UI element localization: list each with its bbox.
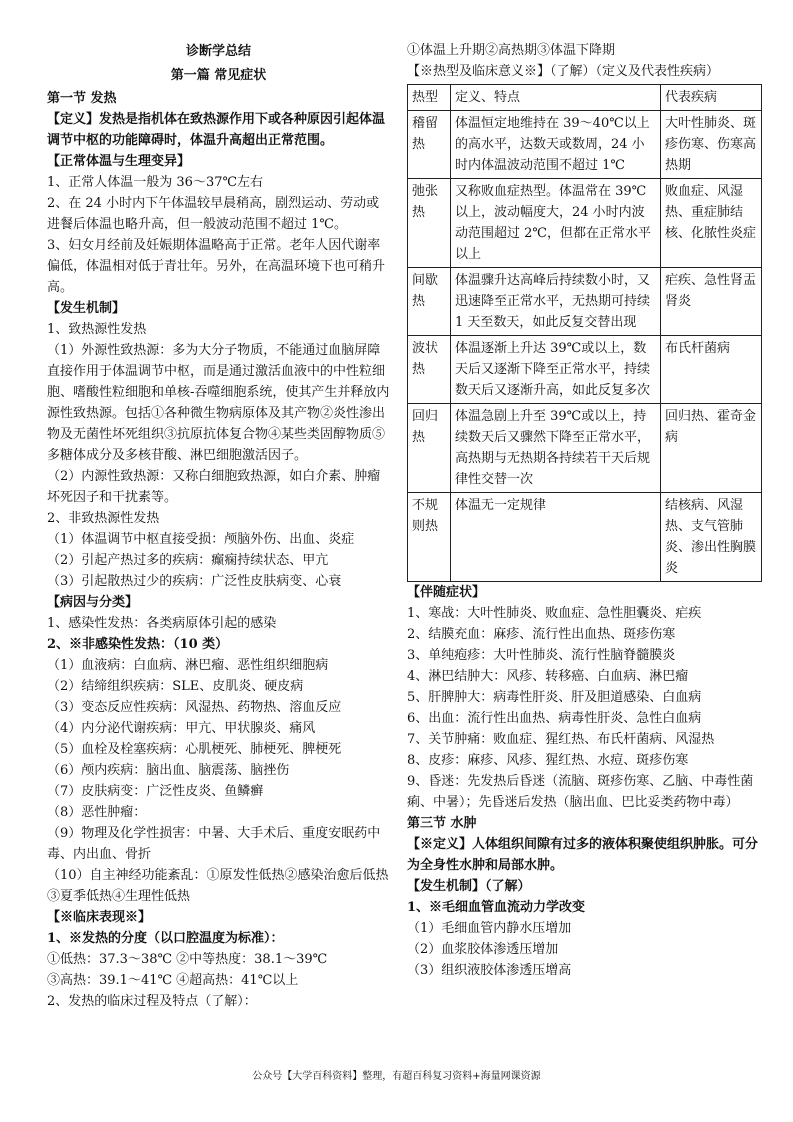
page-title: 诊断学总结 — [185, 44, 251, 59]
text-line: （8）恶性肿瘤： — [47, 805, 147, 820]
text-line: （5）血栓及栓塞疾病：心肌梗死、肺梗死、脾梗死 — [47, 742, 342, 757]
text-line: ①体温上升期②高热期③体温下降期 — [407, 43, 616, 58]
text-line: 2、非致热源性发热 — [47, 511, 160, 526]
table-cell: 不规则热 — [408, 493, 451, 582]
table-header-cell: 代表疾病 — [661, 85, 762, 111]
right-column — [407, 40, 762, 981]
text-line: 【发生机制】 — [47, 301, 126, 316]
text-line: （1）血液病：白血病、淋巴瘤、恶性组织细胞病 — [47, 658, 329, 673]
table-cell: 疟疾、急性肾盂肾炎 — [661, 268, 762, 336]
table-cell: 体温无一定规律 — [451, 493, 661, 582]
text-line: 【定义】发热是指机体在致热源作用下或各种原因引起体温调节中枢的功能障碍时，体温升高超出正常范围。 — [47, 112, 386, 148]
footer-note: 公众号【大学百科资料】整理，有超百科复习资料+海量网课资源 — [252, 1071, 541, 1082]
text-line: 第一节 发热 — [47, 91, 117, 106]
table-cell: 体温恒定地维持在 39～40℃以上的高水平，达数天或数周，24 小时内体温波动范围不超过 1℃ — [451, 111, 661, 179]
table-cell: 体温骤升达高峰后持续数小时，又迅速降至正常水平，无热期可持续 1 天至数天，如此反复交替出现 — [451, 268, 661, 336]
table-cell: 稽留热 — [408, 111, 451, 179]
text-line: （7）皮肤病变：广泛性皮炎、鱼鳞癣 — [47, 784, 264, 799]
left-body — [47, 88, 390, 1012]
text-line: （9）物理及化学性损害：中暑、大手术后、重度安眠药中毒、内出血、骨折 — [47, 826, 381, 862]
text-line: （4）内分泌代谢疾病：甲亢、甲状腺炎、痛风 — [47, 721, 316, 736]
table-cell: 体温逐渐上升达 39℃或以上，数天后又逐渐下降至正常水平，持续数天后又逐渐升高，如此反复多次 — [451, 336, 661, 404]
text-line: 【※定义】人体组织间隙有过多的液体积聚使组织肿胀。可分为全身性水肿和局部水肿。 — [407, 837, 759, 873]
text-line: 【※热型及临床意义※】（了解）（定义及代表性疾病） — [407, 64, 720, 79]
text-line: 【病因与分类】 — [47, 595, 139, 610]
table-cell: 回归热、霍奇金病 — [661, 404, 762, 493]
table-cell: 结核病、风湿热、支气管肺炎、渗出性胸膜炎 — [661, 493, 762, 582]
text-line: （2）结缔组织疾病：SLE、皮肌炎、硬皮病 — [47, 679, 304, 694]
part-title: 第一篇 常见症状 — [170, 68, 267, 83]
text-line: 2、在 24 小时内下午体温较早晨稍高，剧烈运动、劳动或进餐后体温也略升高，但一般波动范围不超过 1℃。 — [47, 196, 380, 232]
table-row — [408, 336, 762, 404]
text-line: 5、肝脾肿大：病毒性肝炎、肝及胆道感染、白血病 — [407, 690, 702, 705]
text-line: 6、出血：流行性出血热、病毒性肝炎、急性白血病 — [407, 711, 702, 726]
text-line: 3、妇女月经前及妊娠期体温略高于正常。老年人因代谢率偏低，体温相对低于青壮年。另外，在高温环境下也可稍升高。 — [47, 238, 386, 295]
text-line: （2）血浆胶体渗透压增加 — [407, 942, 559, 957]
table-cell: 大叶性肺炎、斑疹伤寒、伤寒高热期 — [661, 111, 762, 179]
table-cell: 布氏杆菌病 — [661, 336, 762, 404]
fever-type-table — [407, 84, 762, 582]
text-line: （6）颅内疾病：脑出血、脑震荡、脑挫伤 — [47, 763, 290, 778]
text-line: （2）引起产热过多的疾病：癫痫持续状态、甲亢 — [47, 553, 329, 568]
text-line: （1）外源性致热源：多为大分子物质，不能通过血脑屏障直接作用于体温调节中枢，而是通过激活血液中的中性粒细胞、嗜酸性粒细胞和单核-吞噬细胞系统，使其产生并释放内源性致热源。包括①各种微生物病原体及其产物②炎性渗出物及无菌性坏死组织③抗原抗体复合物④某些类固醇物质⑤多糖体成分及多核苷酸、淋巴细胞激活因子。 — [47, 343, 390, 463]
text-line: 8、皮疹：麻疹、风疹、猩红热、水痘、斑疹伤寒 — [407, 753, 689, 768]
text-line: 4、淋巴结肿大：风疹、转移癌、白血病、淋巴瘤 — [407, 669, 689, 684]
table-cell: 间歇热 — [408, 268, 451, 336]
text-line: （3）变态反应性疾病：风湿热、药物热、溶血反应 — [47, 700, 342, 715]
text-line: 9、昏迷：先发热后昏迷（流脑、斑疹伤寒、乙脑、中毒性菌痢、中暑）；先昏迷后发热（脑出血、巴比妥类药物中毒） — [407, 774, 754, 810]
text-line: 【发生机制】（了解） — [407, 879, 531, 894]
text-line: 1、寒战：大叶性肺炎、败血症、急性胆囊炎、疟疾 — [407, 606, 702, 621]
right-bottom — [407, 582, 762, 981]
text-line: 【※临床表现※】 — [47, 910, 152, 925]
text-line: 2、※非感染性发热：（10 类） — [47, 637, 229, 652]
text-line: 1、正常人体温一般为 36～37℃左右 — [47, 175, 264, 190]
text-line: 7、关节肿痛：败血症、猩红热、布氏杆菌病、风湿热 — [407, 732, 715, 747]
text-line: 1、致热源性发热 — [47, 322, 147, 337]
table-row — [408, 404, 762, 493]
left-column — [47, 40, 390, 1012]
text-line: 2、结膜充血：麻疹、流行性出血热、斑疹伤寒 — [407, 627, 676, 642]
text-line: 1、※毛细血管血流动力学改变 — [407, 900, 586, 915]
table-cell: 波状热 — [408, 336, 451, 404]
text-line: 1、感染性发热：各类病原体引起的感染 — [47, 616, 277, 631]
text-line: 2、发热的临床过程及特点（了解）： — [47, 994, 257, 1009]
text-line: 【伴随症状】 — [407, 585, 486, 600]
text-line: （1）体温调节中枢直接受损：颅脑外伤、出血、炎症 — [47, 532, 355, 547]
text-line: （1）毛细血管内静水压增加 — [407, 921, 572, 936]
table-cell: 回归热 — [408, 404, 451, 493]
table-cell: 弛张热 — [408, 179, 451, 268]
table-cell: 败血症、风湿热、重症肺结核、化脓性炎症 — [661, 179, 762, 268]
text-line: 3、单纯疱疹：大叶性肺炎、流行性脑脊髓膜炎 — [407, 648, 676, 663]
table-header-row — [408, 85, 762, 111]
table-row — [408, 493, 762, 582]
text-line: （2）内源性致热源：又称白细胞致热源，如白介素、肿瘤坏死因子和干扰素等。 — [47, 469, 381, 505]
text-line: 第三节 水肿 — [407, 816, 477, 831]
text-line: 1、※发热的分度（以口腔温度为标准）： — [47, 931, 284, 946]
right-top — [407, 40, 762, 82]
table-header-cell: 热型 — [408, 85, 451, 111]
table-header-cell: 定义、特点 — [451, 85, 661, 111]
text-line: ①低热：37.3～38℃ ②中等热度：38.1～39℃ — [47, 952, 328, 967]
text-line: ③高热：39.1～41℃ ④超高热：41℃以上 — [47, 973, 299, 988]
table-row — [408, 111, 762, 179]
table-row — [408, 268, 762, 336]
table-cell: 体温急剧上升至 39℃或以上，持续数天后又骤然下降至正常水平，高热期与无热期各持续若干天后规律性交替一次 — [451, 404, 661, 493]
table-cell: 又称败血症热型。体温常在 39℃以上，波动幅度大，24 小时内波动范围超过 2℃，但都在正常水平以上 — [451, 179, 661, 268]
text-line: 【正常体温与生理变异】 — [47, 154, 191, 169]
table-row — [408, 179, 762, 268]
text-line: （3）组织液胶体渗透压增高 — [407, 963, 572, 978]
text-line: （3）引起散热过少的疾病：广泛性皮肤病变、心衰 — [47, 574, 342, 589]
text-line: （10）自主神经功能紊乱：①原发性低热②感染治愈后低热③夏季低热④生理性低热 — [47, 868, 389, 904]
